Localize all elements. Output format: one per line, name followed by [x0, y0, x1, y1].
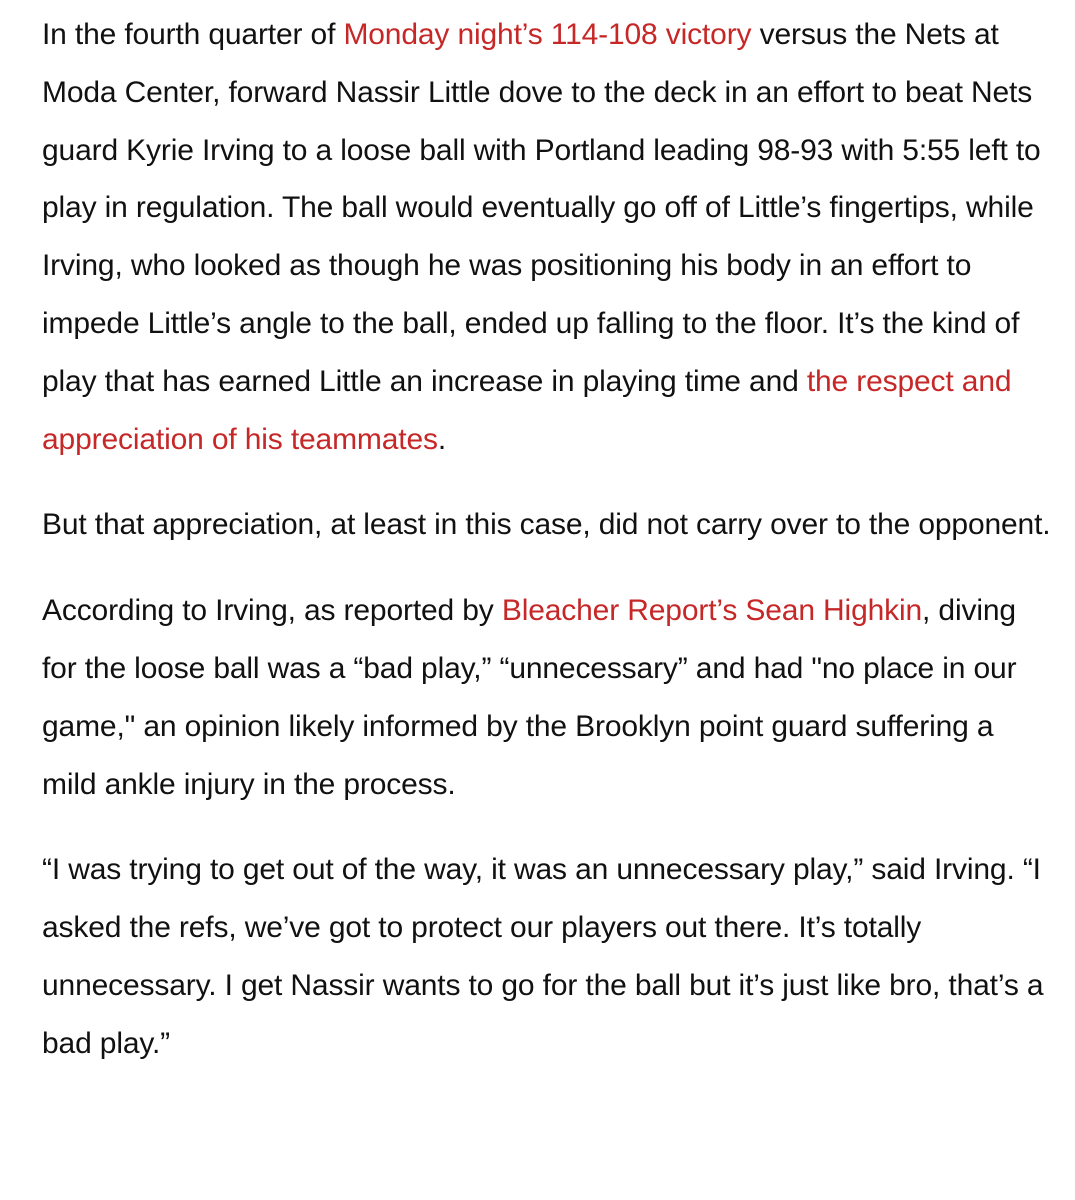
article-body — [42, 6, 1052, 1101]
paragraph-1 — [42, 6, 1052, 468]
paragraph-3 — [42, 582, 1052, 813]
paragraph-1-text-c: . — [437, 422, 447, 456]
bleacher-report-link[interactable]: Bleacher Report’s Sean Highkin — [501, 594, 923, 628]
paragraph-3-text-a: According to Irving, as reported by — [42, 594, 502, 628]
paragraph-4-quote: “I was trying to get out of the way, it was an unnecessary play,” said Irving. “I asked the refs, we’ve got to protect our players out there. It’s totally unnecessary. I get Nassir wants to go for the ball but it’s just like bro, that’s a bad play.” — [42, 853, 1044, 1060]
paragraph-1-text-b: versus the Nets at Moda Center, forward Nassir Little dove to the deck in an effort to beat Nets guard Kyrie Irving to a loose ball with Portland leading 98-93 with 5:55 left to play in regulation. The ball would eventually go off of Little’s fingertips, while Irving, who looked as though he was positioning his body in an effort to impede Little’s angle to the ball, ended up falling to the floor. It’s the kind of play that has earned Little an increase in playing time and — [42, 18, 1041, 398]
paragraph-3-text-b: , diving for the loose ball was a “bad play,” “unnecessary” and had "no place in our game," an opinion likely informed by the Brooklyn point guard suffering a mild ankle injury in the process. — [42, 594, 1017, 801]
teammates-respect-link[interactable]: the respect and appreciation of his teammates — [42, 364, 1012, 456]
paragraph-1-text-a: In the fourth quarter of — [42, 18, 344, 51]
paragraph-2: But that appreciation, at least in this case, did not carry over to the opponent. — [42, 508, 1051, 542]
victory-recap-link[interactable]: Monday night’s 114-108 victory — [343, 18, 752, 51]
